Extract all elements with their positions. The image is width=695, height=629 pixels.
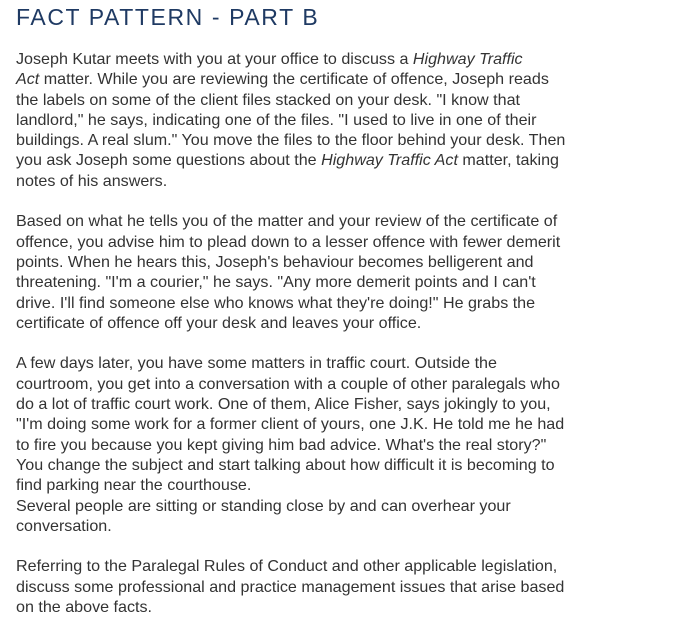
text-line: to fire you because you kept giving him bad advice. What's the real story?" <box>16 435 547 454</box>
text-line: certificate of offence off your desk and leaves your office. <box>16 313 422 332</box>
text-line: Several people are sitting or standing close by and can overhear your <box>16 496 511 515</box>
text-line: do a lot of traffic court work. One of them, Alice Fisher, says jokingly to you, <box>16 395 551 414</box>
text-line: threatening. "I'm a courier," he says. "Any more demerit points and I can't <box>16 273 536 292</box>
text-line: buildings. A real slum." You move the files to the floor behind your desk. Then <box>16 131 566 150</box>
fact-pattern-body <box>16 49 631 617</box>
paragraph-spacer <box>16 536 631 556</box>
text-line: You change the subject and start talking about how difficult it is becoming to <box>16 455 555 474</box>
text-line: notes of his answers. <box>16 171 168 190</box>
text-line: courtroom, you get into a conversation with a couple of other paralegals who <box>16 374 560 393</box>
text-line: the labels on some of the client files stacked on your desk. "I know that <box>16 90 520 109</box>
fact-pattern-page <box>16 4 631 617</box>
paragraph-spacer <box>16 191 631 211</box>
text-line: discuss some professional and practice management issues that arise based <box>16 577 565 596</box>
text-line: on the above facts. <box>16 598 152 617</box>
text-line: drive. I'll find someone else who knows what they're doing!" He grabs the <box>16 293 536 312</box>
text-line: A few days later, you have some matters in traffic court. Outside the <box>16 354 497 373</box>
italic-act-title: Act <box>16 70 40 89</box>
text-line: you ask Joseph some questions about the Highway Traffic Act matter, taking <box>16 151 560 170</box>
paragraph-spacer <box>16 333 631 353</box>
italic-act-title: Highway Traffic <box>412 50 523 68</box>
text-line: points. When he hears this, Joseph's behaviour becomes belligerent and <box>16 252 534 271</box>
paragraph-1 <box>16 49 631 191</box>
text-line: Act matter. While you are reviewing the certificate of offence, Joseph reads <box>16 70 549 89</box>
italic-act-title: Highway Traffic Act <box>321 151 458 170</box>
paragraph-3 <box>16 353 631 536</box>
text-line: "I'm doing some work for a former client of yours, one J.K. He told me he had <box>16 415 565 434</box>
text-line: Referring to the Paralegal Rules of Conduct and other applicable legislation, <box>16 557 558 576</box>
text-line: conversation. <box>16 516 112 535</box>
paragraph-2 <box>16 211 631 333</box>
paragraph-4 <box>16 556 631 617</box>
text-line: Joseph Kutar meets with you at your office to discuss a Highway Traffic <box>16 50 523 68</box>
text-line: find parking near the courthouse. <box>16 476 252 495</box>
text-line: Based on what he tells you of the matter and your review of the certificate of <box>16 212 558 231</box>
text-line: landlord," he says, indicating one of the files. "I used to live in one of their <box>16 110 537 129</box>
text-line: offence, you advise him to plead down to a lesser offence with fewer demerit <box>16 232 561 251</box>
page-title: FACT PATTERN - PART B <box>16 4 320 30</box>
